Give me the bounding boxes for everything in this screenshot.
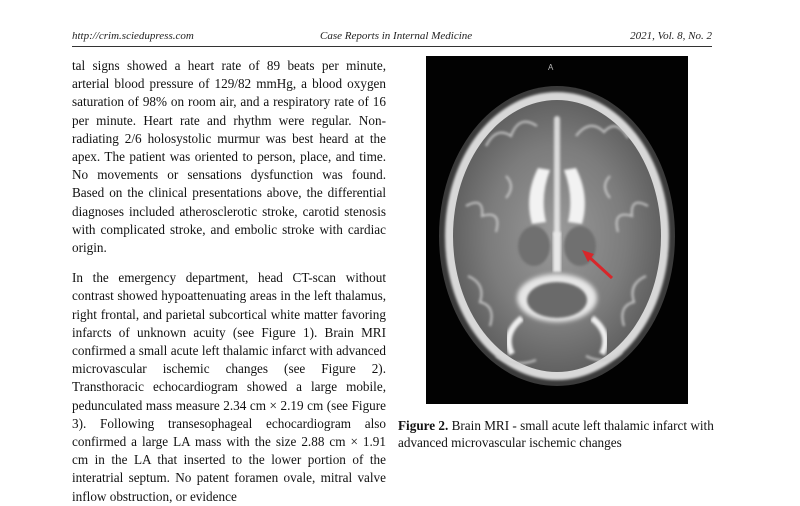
figure-caption-text: Brain MRI - small acute left thalamic infarct with advanced microvascular ischemic changes — [398, 418, 714, 450]
orientation-marker: A — [548, 63, 554, 72]
running-header — [72, 30, 712, 44]
journal-title: Case Reports in Internal Medicine — [320, 30, 473, 42]
figure-caption — [398, 417, 720, 451]
paragraph-vitals: tal signs showed a heart rate of 89 beats per minute, arterial blood pressure of 129/82 mmHg, a blood oxygen saturation of 98% on room air, and a respiratory rate of 16 per minute. Heart rate and rhythm were regular. Non-radiating 2/6 holosystolic murmur was best heard at the apex. The patient was oriented to person, place, and time. No movements or sensations dysfunction was found. Based on the clinical presentations above, the differential diagnoses included atherosclerotic stroke, carotid stenosis with complicated stroke, and embolic stroke with cardiac origin. — [72, 58, 386, 256]
paragraph-imaging: In the emergency department, head CT-scan without contrast showed hypoattenuating areas in the left thalamus, right frontal, and parietal subcortical white matter favoring infarcts of unknown acuity (see Figure 1). Brain MRI confirmed a small acute left thalamic infarct with advanced microvascular ischemic changes (see Figure 2). Transthoracic echocardiogram showed a large mobile, pedunculated mass measure 2.34 cm × 2.19 cm (see Figure 3). Following transesophageal echocardiogram also confirmed a large LA mass with the size 2.88 cm × 1.91 cm in the LA that inserted to the lower portion of the interatrial septum. No patent foramen ovale, mitral valve inflow obstruction, or evidence — [72, 270, 386, 504]
mri-figure-image — [426, 56, 688, 404]
brain-mri-scan — [426, 56, 688, 404]
volume-info: 2021, Vol. 8, No. 2 — [630, 30, 712, 42]
header-rule — [72, 46, 712, 47]
body-text-column — [72, 57, 386, 506]
journal-url[interactable]: http://crim.sciedupress.com — [72, 30, 194, 42]
figure-label: Figure 2. — [398, 418, 449, 433]
